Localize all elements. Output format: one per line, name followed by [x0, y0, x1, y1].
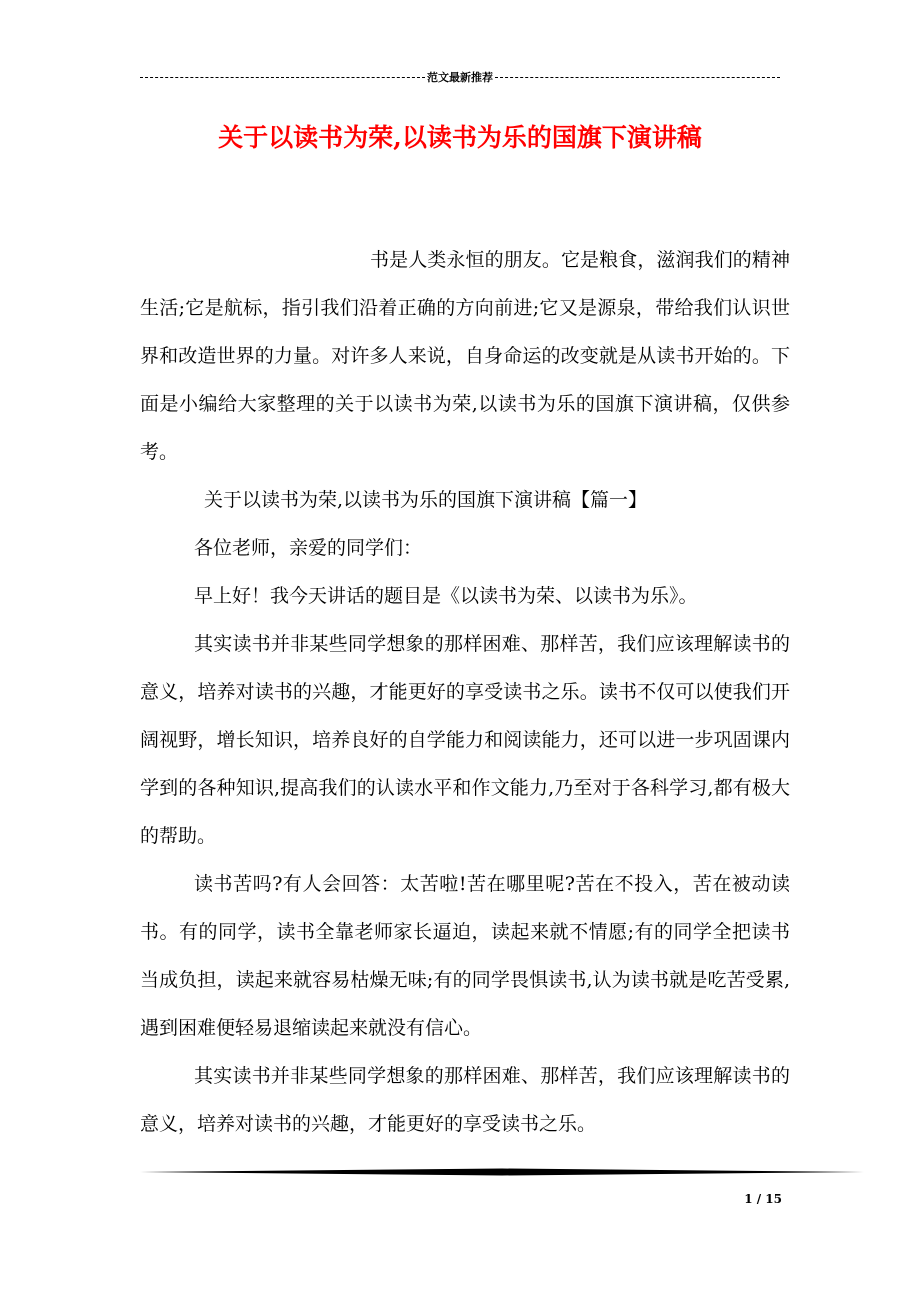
greeting-paragraph: 各位老师，亲爱的同学们： [194, 537, 423, 559]
body-paragraph-2: 读书苦吗?有人会回答：太苦啦!苦在哪里呢?苦在不投入，苦在被动读书。有的同学，读书全靠老师家长逼迫，读起来就不情愿;有的同学全把读书当成负担，读起来就容易枯燥无味;有的同学畏惧读书,认为读书就是吃苦受累,遇到困难便轻易退缩读起来就没有信心。 [140, 873, 790, 1039]
body-paragraph-1: 其实读书并非某些同学想象的那样困难、那样苦，我们应该理解读书的意义，培养对读书的兴趣，才能更好的享受读书之乐。读书不仅可以使我们开阔视野，增长知识，培养良好的自学能力和阅读能力，还可以进一步巩固课内学到的各种知识,提高我们的认读水平和作文能力,乃至对于各科学习,都有极大的帮助。 [140, 633, 790, 847]
header-dash-right [495, 77, 780, 78]
section-heading: 关于以读书为荣,以读书为乐的国旗下演讲稿【篇一】 [204, 489, 648, 511]
document-body [140, 236, 790, 1148]
header-label: 范文最新推荐 [427, 71, 493, 84]
footer-divider [140, 1168, 864, 1176]
page-header [140, 68, 780, 86]
intro-paragraph: 书是人类永恒的朋友。它是粮食，滋润我们的精神生活;它是航标，指引我们沿着正确的方向前进;它又是源泉，带给我们认识世界和改造世界的力量。对许多人来说，自身命运的改变就是从读书开始的。下面是小编给大家整理的关于以读书为荣,以读书为乐的国旗下演讲稿，仅供参考。 [140, 249, 790, 463]
header-dash-left [140, 77, 425, 78]
page-number: 1 / 15 [744, 1192, 782, 1206]
topic-paragraph: 早上好！我今天讲话的题目是《以读书为荣、以读书为乐》。 [194, 585, 698, 607]
document-title: 关于以读书为荣,以读书为乐的国旗下演讲稿 [218, 123, 702, 152]
body-paragraph-3: 其实读书并非某些同学想象的那样困难、那样苦，我们应该理解读书的意义，培养对读书的兴趣，才能更好的享受读书之乐。 [140, 1065, 790, 1135]
